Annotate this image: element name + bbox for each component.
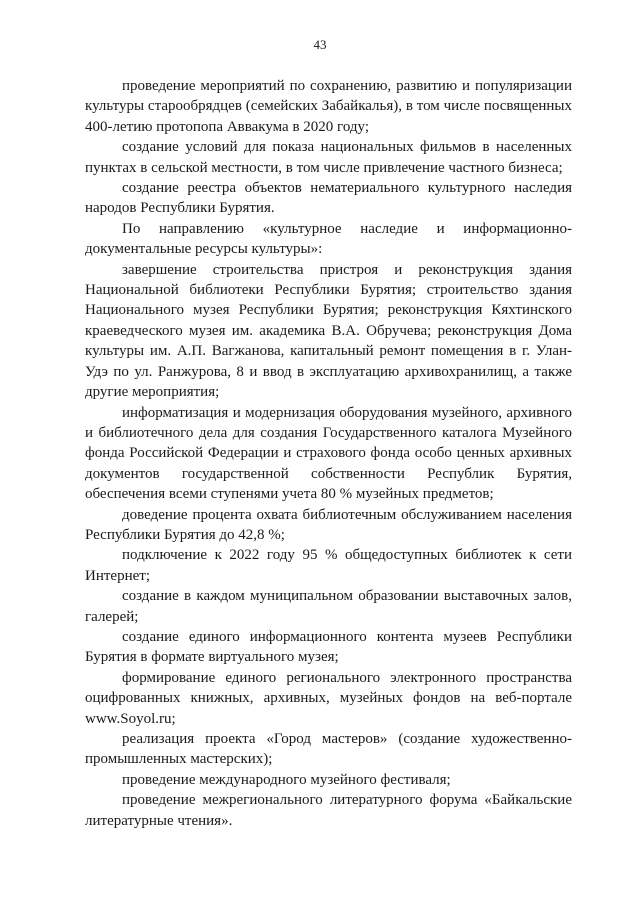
paragraph-exhibition-halls: создание в каждом муниципальном образовании выставочных залов, галерей; [85,588,572,625]
paragraph-masters-city: реализация проекта «Город мастеров» (создание художественно-промышленных мастерских); [85,731,572,768]
paragraph-library-coverage: доведение процента охвата библиотечным обслуживанием населения Республики Бурятия до 42,8 %; [85,506,572,543]
paragraph-old-believers-culture: проведение мероприятий по сохранению, развитию и популяризации культуры старообрядцев (семейских Забайкалья), в том числе посвященных 400-летию протопопа Аввакума в 2020 году; [85,78,572,135]
paragraph-intangible-heritage-registry: создание реестра объектов нематериального культурного наследия народов Республики Бурятия. [85,180,572,217]
paragraph-national-films: создание условий для показа национальных фильмов в населенных пунктах в сельской местности, в том числе привлечение частного бизнеса; [85,139,572,176]
paragraph-electronic-space: формирование единого регионального электронного пространства оцифрованных книжных, архивных, музейных фондов на веб-портале www.Soyol.ru; [85,669,572,727]
paragraph-direction-heading: По направлению «культурное наследие и информационно-документальные ресурсы культуры»: [85,220,572,258]
page-number: 43 [313,37,327,52]
document-body [85,76,572,831]
paragraph-internet-connection: подключение к 2022 году 95 % общедоступных библиотек к сети Интернет; [85,547,572,584]
paragraph-virtual-museum: создание единого информационного контента музеев Республики Бурятия в формате виртуального музея; [85,628,572,666]
paragraph-informatization: информатизация и модернизация оборудования музейного, архивного и библиотечного дела для создания Государственного каталога Музейного фонда Российской Федерации и страхового фонда особо ценных архивных документов государственной собственности Республик Бурятия, обеспечения всеми ступенями учета 80 % музейных предметов; [85,404,572,503]
paragraph-museum-festival: проведение международного музейного фестиваля; [122,771,451,788]
paragraph-literary-forum: проведение межрегионального литературного форума «Байкальские литературные чтения». [85,792,572,829]
paragraph-construction-reconstruction: завершение строительства пристроя и реконструкция здания Национальной библиотеки Республики Бурятия; строительство здания Национального музея Республики Бурятия; реконструкция Кяхтинского краеведческого музея им. академика В.А. Обручева; реконструкция Дома культуры им. А.П. Вагжанова, капитальный ремонт помещения в г. Улан-Удэ по ул. Ранжурова, 8 и ввод в эксплуатацию архивохранилищ, а также другие мероприятия; [85,261,572,401]
